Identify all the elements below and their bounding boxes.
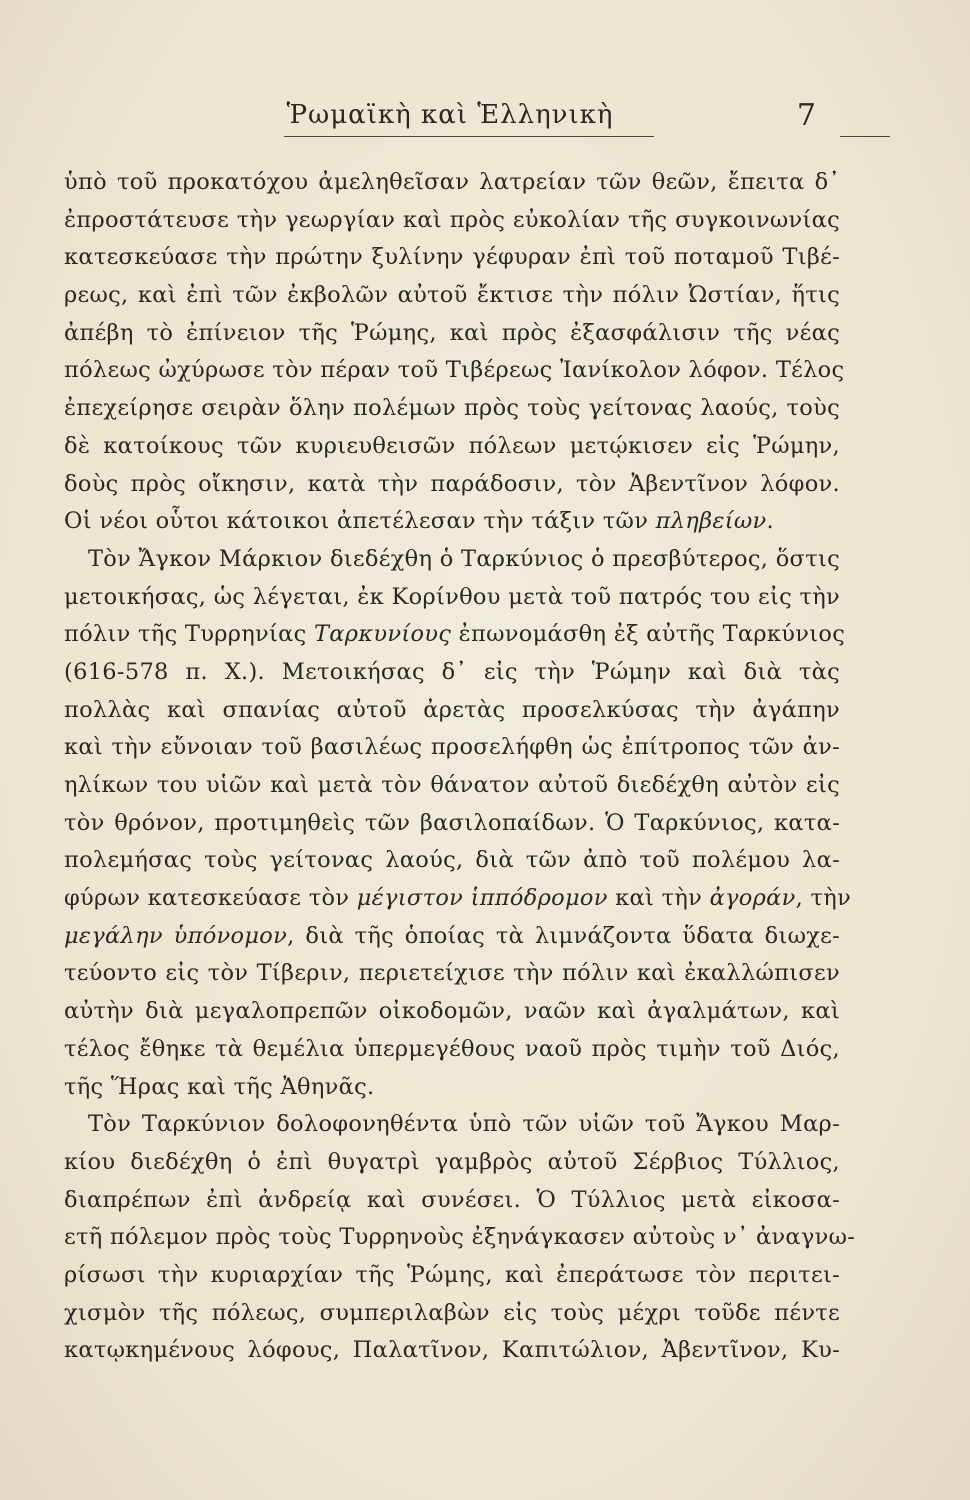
text-line: μεγάλην ὑπόνομον, διὰ τῆς ὁποίας τὰ λιμνάζοντα ὕδατα διωχε- xyxy=(64,922,841,949)
text-line: τῆς Ἥρας καὶ τῆς Ἀθηνᾶς. xyxy=(64,1073,375,1100)
text-line: χισμὸν τῆς πόλεως, συμπεριλαβὼν εἰς τοὺς μέχρι τοῦδε πέντε xyxy=(64,1299,840,1326)
text-line: ρεως, καὶ ἐπὶ τῶν ἐκβολῶν αὐτοῦ ἔκτισε τὴν πόλιν Ὠστίαν, ἥτις xyxy=(64,282,840,309)
text-line: κατεσκεύασε τὴν πρώτην ξυλίνην γέφυραν ἐπὶ τοῦ ποταμοῦ Τιβέ- xyxy=(64,244,840,271)
text-line: τέλος ἔθηκε τὰ θεμέλια ὑπερμεγέθους ναοῦ πρὸς τιμὴν τοῦ Διός, xyxy=(64,1035,840,1062)
text-line: ὑπὸ τοῦ προκατόχου ἀμεληθεῖσαν λατρείαν τῶν θεῶν, ἔπειτα δ᾽ xyxy=(64,169,840,195)
text-line: πολεμήσας τοὺς γείτονας λαούς, διὰ τῶν ἀπὸ τοῦ πολέμου λα- xyxy=(64,847,840,874)
text-line: πολλὰς καὶ σπανίας αὐτοῦ ἀρετὰς προσελκύσας τὴν ἀγάπην xyxy=(64,696,840,723)
text-line: Τὸν Ταρκύνιον δολοφονηθέντα ὑπὸ τῶν υἱῶν τοῦ Ἄγκου Μαρ- xyxy=(88,1111,840,1138)
body-text xyxy=(64,164,856,1370)
running-head: Ῥωμαϊκὴ καὶ Ἑλληνικὴ xyxy=(286,100,614,130)
text-line: Τὸν Ἄγκον Μάρκιον διεδέχθη ὁ Ταρκύνιος ὁ πρεσβύτερος, ὅστις xyxy=(88,545,840,572)
header-rule xyxy=(284,136,654,137)
text-line: τὸν θρόνον, προτιμηθεὶς τῶν βασιλοπαίδων. Ὁ Ταρκύνιος, κατα- xyxy=(64,809,840,836)
text-line: διαπρέπων ἐπὶ ἀνδρείᾳ καὶ συνέσει. Ὁ Τύλλιος μετὰ εἰκοσα- xyxy=(64,1186,840,1213)
page-number-rule xyxy=(840,136,890,137)
text-line: ἐπεχείρησε σειρὰν ὅλην πολέμων πρὸς τοὺς γείτονας λαούς, τοὺς xyxy=(64,395,840,422)
text-line: τεύοντο εἰς τὸν Τίβεριν, περιετείχισε τὴν πόλιν καὶ ἐκαλλώπισεν xyxy=(64,960,840,987)
text-line: ἐπροστάτευσε τὴν γεωργίαν καὶ πρὸς εὐκολίαν τῆς συγκοινωνίας xyxy=(64,206,840,233)
text-line: πόλιν τῆς Τυρρηνίας Ταρκυνίους ἐπωνομάσθη ἐξ αὐτῆς Ταρκύνιος xyxy=(64,621,846,648)
text-line: πόλεως ὠχύρωσε τὸν πέραν τοῦ Τιβέρεως Ἰανίκολον λόφον. Τέλος xyxy=(64,357,845,384)
text-line: κατῳκημένους λόφους, Παλατῖνον, Καπιτώλιον, Ἀβεντῖνον, Κυ- xyxy=(64,1337,840,1364)
text-line: Οἱ νέοι οὗτοι κάτοικοι ἀπετέλεσαν τὴν τάξιν τῶν πληβείων. xyxy=(64,508,774,535)
page-header xyxy=(70,96,830,140)
text-line: ηλίκων του υἱῶν καὶ μετὰ τὸν θάνατον αὐτοῦ διεδέχθη αὐτὸν εἰς xyxy=(64,772,840,798)
text-line: ετῆ πόλεμον πρὸς τοὺς Τυρρηνοὺς ἐξηνάγκασεν αὐτοὺς ν᾽ ἀναγνω- xyxy=(64,1224,856,1251)
text-line: ρίσωσι τὴν κυριαρχίαν τῆς Ῥώμης, καὶ ἐπεράτωσε τὸν περιτει- xyxy=(64,1261,840,1288)
text-line: κίου διεδέχθη ὁ ἐπὶ θυγατρὶ γαμβρὸς αὐτοῦ Σέρβιος Τύλλιος, xyxy=(64,1148,840,1175)
text-line: φύρων κατεσκεύασε τὸν μέγιστον ἱππόδρομον καὶ τὴν ἀγοράν, τὴν xyxy=(64,885,852,912)
text-line: δὲ κατοίκους τῶν κυριευθεισῶν πόλεων μετῴκισεν εἰς Ῥώμην, xyxy=(64,432,840,459)
text-line: μετοικήσας, ὡς λέγεται, ἐκ Κορίνθου μετὰ τοῦ πατρός του εἰς τὴν xyxy=(64,583,840,610)
text-line: αὐτὴν διὰ μεγαλοπρεπῶν οἰκοδομῶν, ναῶν καὶ ἀγαλμάτων, καὶ xyxy=(64,998,840,1025)
text-line: καὶ τὴν εὔνοιαν τοῦ βασιλέως προσελήφθη ὡς ἐπίτροπος τῶν ἀν- xyxy=(64,734,840,761)
text-line: δοὺς πρὸς οἴκησιν, κατὰ τὴν παράδοσιν, τὸν Ἀβεντῖνον λόφον. xyxy=(64,470,840,497)
page-number: 7 xyxy=(796,98,816,133)
text-line: ἀπέβη τὸ ἐπίνειον τῆς Ῥώμης, καὶ πρὸς ἐξασφάλισιν τῆς νέας xyxy=(64,319,840,346)
text-line: (616-578 π. Χ.). Μετοικήσας δ᾽ εἰς τὴν Ῥώμην καὶ διὰ τὰς xyxy=(64,658,840,685)
